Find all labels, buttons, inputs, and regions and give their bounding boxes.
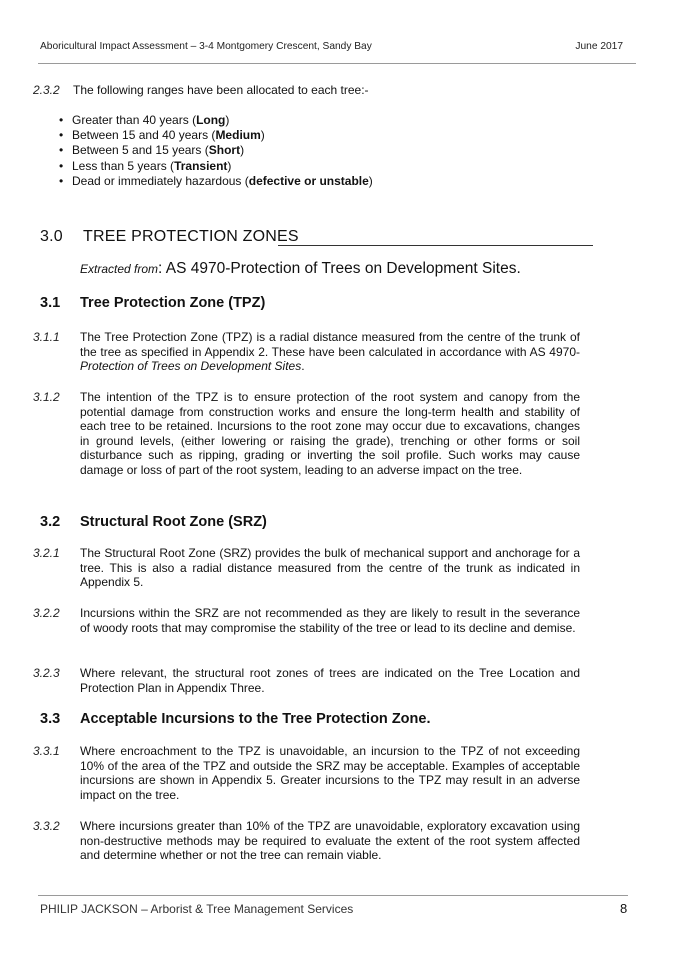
clause-number-3-3-2: 3.3.2	[33, 819, 60, 833]
clause-3-1-2-text: The intention of the TPZ is to ensure protection of the root system and canopy from the potential damage from construction works and ensure the long-term health and stability of each tree to be retained. Incursions to the root zone may occur due to excavations, changes in ground levels, (either lowering or raising the grade), trenching or other forms or soil disturbance such as ripping, grading or inverting the soil profile. Such works may cause damage or loss of part of the root system, leading to an adverse impact on the tree.	[80, 390, 580, 477]
clause-2-3-2-text: The following ranges have been allocated to each tree:-	[73, 83, 369, 97]
clause-3-2-1-text: The Structural Root Zone (SRZ) provides the bulk of mechanical support and anchorage for a tree. This is also a radial distance measured from the centre of the trunk as indicated in Appendix 5.	[80, 546, 580, 590]
list-item: • Between 5 and 15 years (Short)	[59, 143, 373, 158]
clause-3-3-1-text: Where encroachment to the TPZ is unavoidable, an incursion to the TPZ of not exceeding 10% of the area of the TPZ and outside the SRZ may be acceptable. Examples of acceptable incursions are shown in Appendix 5. Greater incursions to the TPZ may result in an adverse impact on the tree.	[80, 744, 580, 802]
clause-number-3-2-3: 3.2.3	[33, 666, 60, 680]
clause-number-2-3-2: 2.3.2	[33, 83, 60, 97]
subsection-heading-3-3: 3.3 Acceptable Incursions to the Tree Protection Zone.	[40, 711, 431, 727]
list-item: • Between 15 and 40 years (Medium)	[59, 128, 373, 143]
list-item: • Dead or immediately hazardous (defective or unstable)	[59, 174, 373, 189]
clause-3-3-2-text: Where incursions greater than 10% of the TPZ are unavoidable, exploratory excavation using non-destructive methods may be required to evaluate the extent of the root system affected and determine whether or not the tree can remain viable.	[80, 819, 580, 863]
lifespan-range-list	[59, 113, 373, 189]
clause-number-3-1-1: 3.1.1	[33, 330, 60, 344]
section-number: 3.0	[40, 228, 63, 245]
subsection-heading-3-2: 3.2 Structural Root Zone (SRZ)	[40, 514, 267, 530]
footer-divider	[38, 895, 628, 896]
section-heading-rule	[278, 245, 593, 246]
subsection-heading-3-1: 3.1 Tree Protection Zone (TPZ)	[40, 295, 266, 311]
header-divider	[38, 63, 636, 64]
running-header-title: Aboricultural Impact Assessment – 3-4 Montgomery Crescent, Sandy Bay	[40, 41, 372, 52]
clause-number-3-2-1: 3.2.1	[33, 546, 60, 560]
footer-company: PHILIP JACKSON – Arborist & Tree Management Services	[40, 902, 354, 916]
list-item: • Less than 5 years (Transient)	[59, 159, 373, 174]
clause-number-3-2-2: 3.2.2	[33, 606, 60, 620]
section-title: TREE PROTECTION ZONES	[83, 228, 299, 245]
clause-3-2-2-text: Incursions within the SRZ are not recommended as they are likely to result in the severance of woody roots that may compromise the stability of the tree or lead to its decline and demise.	[80, 606, 580, 635]
extract-source-line: Extracted from: AS 4970-Protection of Trees on Development Sites.	[80, 260, 521, 277]
extract-source: AS 4970-Protection of Trees on Development Sites.	[165, 260, 521, 277]
list-item: • Greater than 40 years (Long)	[59, 113, 373, 128]
clause-number-3-1-2: 3.1.2	[33, 390, 60, 404]
clause-3-1-1-text: The Tree Protection Zone (TPZ) is a radial distance measured from the centre of the trunk of the tree as specified in Appendix 2. These have been calculated in accordance with AS 4970- Protection of Trees on Development Sites.	[80, 330, 580, 374]
running-header-date: June 2017	[575, 41, 623, 52]
clause-3-2-3-text: Where relevant, the structural root zones of trees are indicated on the Tree Location and Protection Plan in Appendix Three.	[80, 666, 580, 695]
section-heading	[40, 228, 299, 246]
extract-label: Extracted from	[80, 262, 159, 276]
clause-number-3-3-1: 3.3.1	[33, 744, 60, 758]
page-number: 8	[620, 901, 628, 916]
